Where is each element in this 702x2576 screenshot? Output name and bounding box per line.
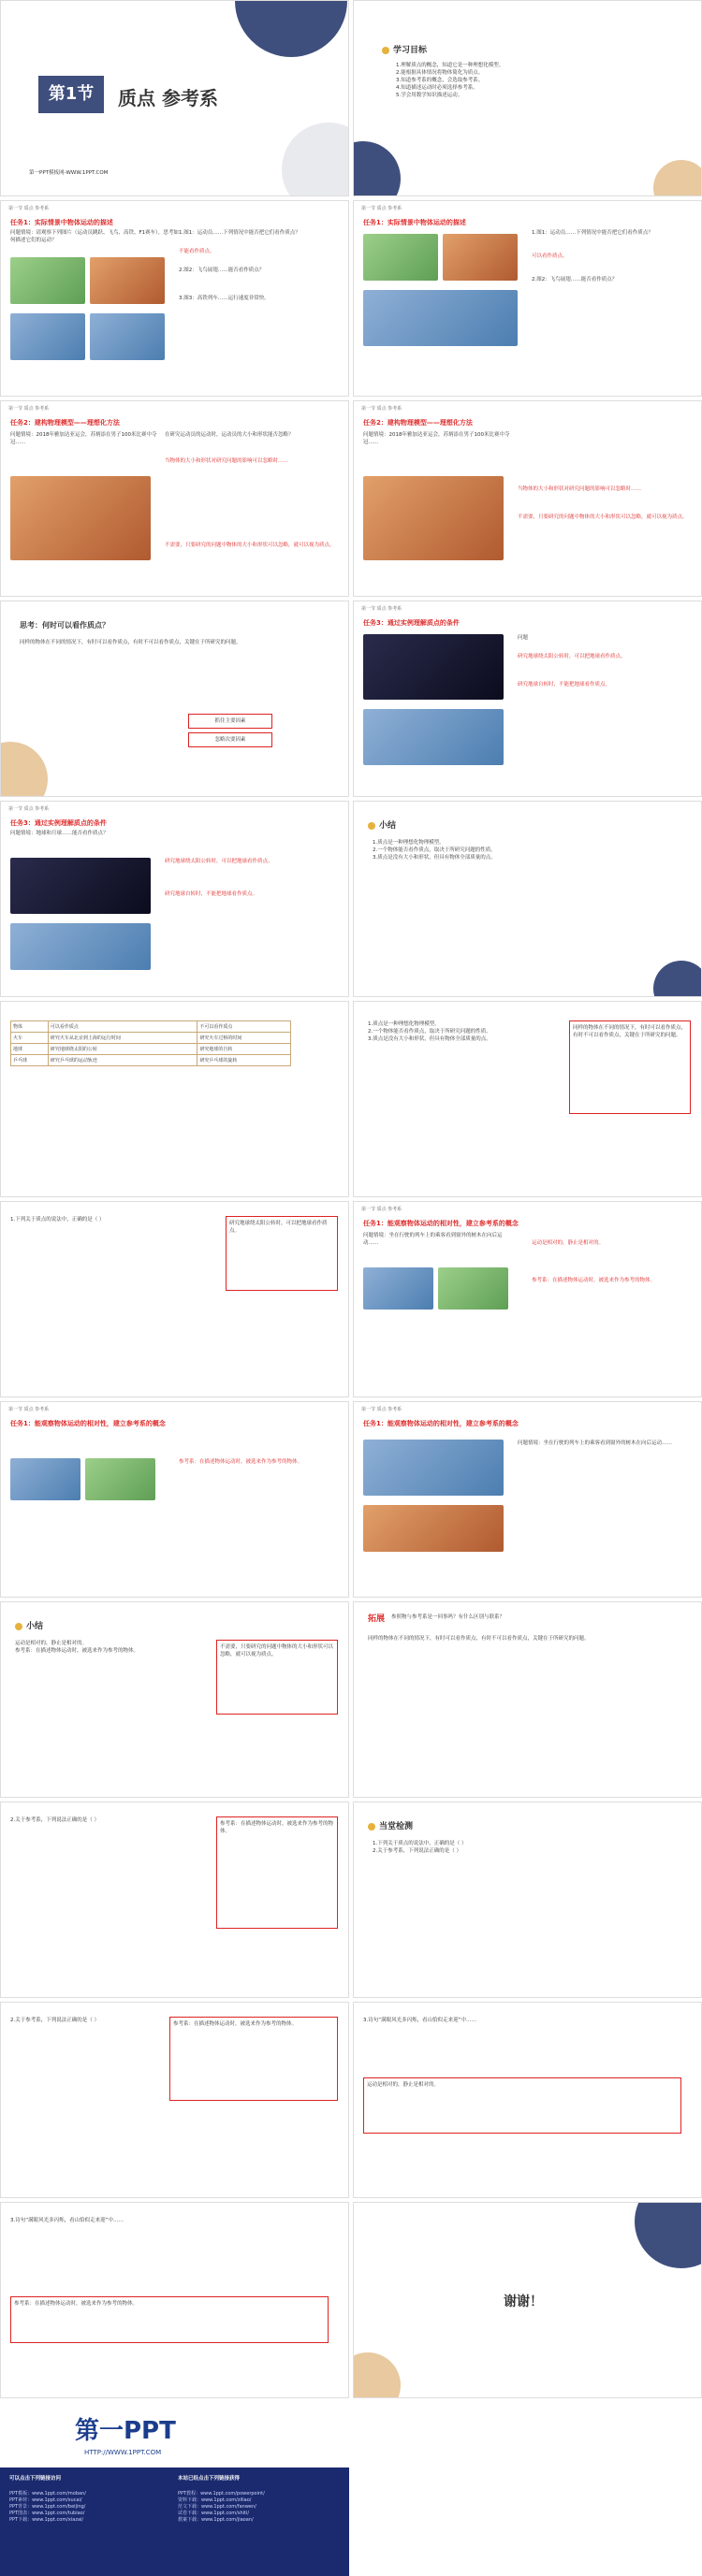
summary-item: 2.一个物体能否看作质点，取决于所研究问题的性质。 [368, 1029, 491, 1035]
table-cell: 研究火车从北京到上海的运行时间 [48, 1033, 197, 1044]
slide-header: 第一节 质点 参考系 [8, 1407, 50, 1412]
eagle-image [90, 257, 165, 304]
expand-slide[interactable] [353, 1601, 702, 1798]
thanks-text: 谢谢！ [504, 2294, 543, 2309]
train-image [363, 709, 504, 765]
summary-item: 1.质点是一种理想化物理模型。 [373, 840, 445, 846]
summary-item: 1.质点是一种理想化物理模型。 [368, 1021, 440, 1027]
task-heading: 任务3：通过实例理解质点的条件 [10, 819, 107, 827]
explain-box: 参考系：在描述物体运动时，被选来作为参考的物体。 [169, 2017, 338, 2101]
decor-circle [353, 2352, 401, 2398]
table-header: 可以看作质点 [48, 1021, 197, 1033]
summary-list [368, 1020, 555, 1043]
note-box: 不需要，只要研究的问题中物体的大小和形状可以忽略，就可以视为质点。 [216, 1640, 338, 1715]
goal-item: 3.知道参考系的概念，会选取参考系。 [396, 78, 484, 83]
problem-label: 问题 [518, 635, 529, 641]
goals-list [396, 62, 658, 99]
check-item: 3.诗句“满眼风光多闪烁，看山恰似走来迎”中…… [363, 2018, 476, 2023]
task-heading: 任务1：实际情景中物体运动的描述 [10, 219, 113, 226]
check-item: 1.下列关于质点的说法中，正确的是（ ） [373, 1841, 467, 1846]
slide-header: 第一节 质点 参考系 [8, 406, 50, 412]
ref2-slide[interactable] [0, 1401, 349, 1598]
racecar-image [90, 313, 165, 360]
think-title: 思考：何时可以看作质点？ [20, 621, 110, 630]
table-cell: 研究乒乓球的旋转 [197, 1055, 291, 1066]
check4-slide[interactable] [0, 2202, 349, 2398]
solar-image [10, 858, 151, 914]
promo-link[interactable]: PPT模板：www.1ppt.com/moban/ [9, 2491, 86, 2496]
task-red: 不需要，只要研究的问题中物体的大小和形状可以忽略，就可以视为质点。 [165, 543, 335, 548]
task-heading: 任务1：实际情景中物体运动的描述 [363, 219, 466, 226]
example-text: 2.关于参考系，下列说法正确的是（ ） [10, 1817, 99, 1823]
section-badge: 第1节 [38, 76, 104, 113]
task-red: 研究地球绕太阳公转时，可以把地球看作质点。 [518, 654, 626, 659]
solar-image [363, 634, 504, 700]
runner-image [10, 476, 151, 560]
train-image [10, 923, 151, 970]
task-answer: 不能看作质点。 [179, 249, 215, 254]
table-cell: 地球 [11, 1044, 49, 1055]
task2b-slide[interactable] [353, 400, 702, 597]
think-body: 同样的物体在不同的情况下，有时可以看作质点，有时不可以看作质点，关键在于所研究的问题。 [20, 640, 241, 645]
explain-box: 运动是相对的，静止是相对的。 [363, 2077, 681, 2134]
check-item: 2.关于参考系，下列说法正确的是（ ） [10, 2018, 99, 2023]
summary-list [15, 1640, 202, 1655]
plane-image [363, 1267, 433, 1310]
task-red: 研究地球绕太阳公转时，可以把地球看作质点。 [165, 859, 273, 864]
summary-list [373, 839, 681, 861]
expand-title: 拓展 [368, 1614, 386, 1624]
task-q1: 1.图1：运动员……下列情况中能否把它们看作质点？ [532, 230, 653, 236]
promo-logo: 第一PPT [75, 2417, 176, 2445]
example2-slide[interactable] [0, 1802, 349, 1998]
task1-slide[interactable] [0, 200, 349, 397]
promo-link[interactable]: PPT背景：www.1ppt.com/beijing/ [9, 2504, 86, 2510]
summary3-slide[interactable] [0, 1601, 349, 1798]
athlete-image [10, 257, 85, 304]
cover-slide[interactable] [0, 0, 349, 196]
slide-header: 第一节 质点 参考系 [361, 206, 402, 211]
promo-link[interactable]: 范文下载：www.1ppt.com/fanwen/ [178, 2504, 256, 2510]
goals-slide[interactable] [353, 0, 702, 196]
promo-link[interactable]: 试卷下载：www.1ppt.com/shiti/ [178, 2511, 250, 2516]
table-cell: 乒乓球 [11, 1055, 49, 1066]
explain-box: 参考系：在描述物体运动时，被选来作为参考的物体。 [216, 1816, 338, 1929]
task3b-slide[interactable] [0, 801, 349, 997]
table-row [11, 1055, 291, 1066]
task-heading: 任务2：建构物理模型——理想化方法 [363, 419, 473, 427]
summary-title: 小结 [368, 818, 396, 831]
slide-header: 第一节 质点 参考系 [8, 206, 50, 211]
promo-links-right [178, 2491, 337, 2524]
task-red: 当物体的大小和形状对研究问题的影响可以忽略时…… [165, 458, 289, 464]
task-question: 问题情境：2018年雅加达亚运会，苏炳添在男子100米比赛中夺冠…… [363, 432, 510, 445]
landscape-image [85, 1458, 155, 1500]
task-heading: 任务1：能观察物体运动的相对性，建立参考系的概念 [363, 1420, 519, 1427]
ref3-slide[interactable] [353, 1401, 702, 1598]
diagram-image [363, 1505, 504, 1552]
goal-item: 5.学会用数学知识描述运动。 [396, 93, 463, 98]
cover-title: 质点 参考系 [118, 87, 218, 109]
promo-links-left [9, 2491, 168, 2524]
note-box: 同样的物体在不同的情况下，有时可以看作质点，有时不可以看作质点，关键在于所研究的问题。 [569, 1020, 691, 1114]
table-cell: 研究地球的自转 [197, 1044, 291, 1055]
slide-header: 第一节 质点 参考系 [361, 606, 402, 612]
promo-right-title: 本站已经点击下列链接获得 [178, 2476, 241, 2482]
goals-title: 学习目标 [382, 43, 427, 55]
athlete-image [363, 234, 438, 281]
task-question: 问题情境：请观察下列图片（运动员跳跃、飞鸟、高铁、F1赛车），思考如何描述它们的运动？ [10, 230, 179, 243]
goal-item: 1.理解质点的概念，知道它是一种理想化模型。 [396, 63, 505, 68]
slide-header: 第一节 质点 参考系 [361, 1207, 402, 1212]
bullet-icon [15, 1623, 22, 1630]
task3-slide[interactable] [353, 601, 702, 797]
task-heading: 任务1：能观察物体运动的相对性，建立参考系的概念 [363, 1220, 519, 1227]
slide-header: 第一节 质点 参考系 [361, 1407, 402, 1412]
train-image [363, 290, 518, 346]
comparison-table [10, 1020, 291, 1066]
task-q2: 2.图2：飞鸟展翅……能否看作质点？ [532, 277, 618, 282]
task-answer: 可以看作质点。 [532, 253, 568, 259]
think-slide[interactable] [0, 601, 349, 797]
decor-circle [235, 0, 347, 57]
slide-header: 第一节 质点 参考系 [361, 406, 402, 412]
task-question: 问题情境：2018年雅加达亚运会，苏炳添在男子100米比赛中夺冠…… [10, 432, 157, 445]
thanks-slide[interactable] [353, 2202, 702, 2398]
expand-question: 参照物与参考系是一回事吗？有什么区别与联系？ [391, 1614, 505, 1620]
task-note: 在研究运动员的运动时，运动员的大小和形状能否忽略？ [165, 432, 294, 438]
table-cell: 研究地球绕太阳的公转 [48, 1044, 197, 1055]
check-item: 2.关于参考系，下列说法正确的是（ ） [373, 1848, 461, 1854]
decor-circle [635, 2202, 702, 2268]
goal-item: 2.能根据具体情况将物体简化为质点。 [396, 70, 484, 76]
table-cell: 研究火车过桥的时间 [197, 1033, 291, 1044]
task-red: 参考系：在描述物体运动时，被选来作为参考的物体。 [532, 1278, 656, 1283]
promo-url[interactable]: HTTP://WWW.1PPT.COM [84, 2449, 162, 2456]
task-red: 研究地球自转时，不能把地球看作质点。 [165, 891, 258, 897]
explain-box: 参考系：在描述物体运动时，被选来作为参考的物体。 [10, 2296, 329, 2343]
task-red: 参考系：在描述物体运动时，被选来作为参考的物体。 [179, 1459, 303, 1465]
task-question: 问题情境：坐在行驶的列车上的乘客看到窗外的树木在向后运动…… [363, 1233, 503, 1246]
expand-body: 同样的物体在不同的情况下，有时可以看作质点，有时不可以看作质点，关键在于所研究的问题。 [368, 1636, 590, 1642]
promo-link[interactable]: 教案下载：www.1ppt.com/jiaoan/ [178, 2517, 254, 2523]
summary-item: 运动是相对的，静止是相对的。 [15, 1641, 88, 1646]
check3-slide[interactable] [353, 2002, 702, 2198]
task-q2: 2.图2：飞鸟展翅……能否看作质点？ [179, 268, 265, 273]
task-heading: 任务1：能观察物体运动的相对性，建立参考系的概念 [10, 1420, 166, 1427]
ref-slide[interactable] [353, 1201, 702, 1397]
train-image [10, 313, 85, 360]
promo-slide[interactable] [0, 2402, 349, 2576]
table-cell: 火车 [11, 1033, 49, 1044]
decor-circle [353, 141, 401, 196]
promo-left-title: 可以点击下列链接访问 [9, 2476, 62, 2482]
promo-link[interactable]: PPT素材：www.1ppt.com/sucai/ [9, 2497, 82, 2503]
decor-circle [653, 160, 702, 196]
decor-circle [653, 961, 702, 997]
landscape-image [438, 1267, 508, 1310]
task-red: 研究地球自转时，不能把地球看作质点。 [518, 682, 611, 687]
summary-item: 2.一个物体能否看作质点，取决于所研究问题的性质。 [373, 847, 496, 853]
bullet-icon [382, 47, 389, 54]
task-red: 不需要，只要研究的问题中物体的大小和形状可以忽略，就可以视为质点。 [518, 514, 688, 520]
bullet-icon [368, 822, 375, 830]
plane-image [363, 1440, 504, 1496]
task-question: 问题情境：坐在行驶的列车上的乘客看到窗外的树木在向后运动…… [518, 1440, 673, 1446]
table-slide[interactable] [0, 1001, 349, 1197]
summary2-slide[interactable] [353, 1001, 702, 1197]
table-cell: 研究乒乓球的运动轨迹 [48, 1055, 197, 1066]
check-title: 当堂检测 [368, 1819, 413, 1831]
key-box: 抓住主要因素 [188, 714, 272, 729]
decor-circle [282, 123, 349, 196]
promo-link[interactable]: PPT下载：www.1ppt.com/xiazai/ [9, 2517, 84, 2523]
check-list [373, 1840, 681, 1855]
task-question: 问题情境：地球和月球……能否看作质点？ [10, 831, 109, 836]
bullet-icon [368, 1823, 375, 1831]
eagle-image [443, 234, 518, 281]
task-red: 运动是相对的，静止是相对的。 [532, 1240, 605, 1246]
task2-slide[interactable] [0, 400, 349, 597]
runner-image [363, 476, 504, 560]
example-text: 1.下列关于质点的说法中，正确的是（ ） [10, 1217, 105, 1223]
goal-item: 4.知道描述运动时必须选择参考系。 [396, 85, 478, 91]
summary-slide[interactable] [353, 801, 702, 997]
plane-image [10, 1458, 80, 1500]
check2-slide[interactable] [0, 2002, 349, 2198]
task-red: 当物体的大小和形状对研究问题的影响可以忽略时…… [518, 486, 642, 492]
table-row [11, 1033, 291, 1044]
promo-banner [0, 2402, 349, 2467]
summary-item: 3.质点是没有大小和形状，但具有物体全部质量的点。 [368, 1036, 491, 1042]
promo-link[interactable]: PPT图表：www.1ppt.com/tubiao/ [9, 2511, 85, 2516]
key-box: 忽略次要因素 [188, 732, 272, 747]
task-q3: 3.图3：高铁列车……运行速度非常快。 [179, 296, 270, 301]
table-row [11, 1044, 291, 1055]
task-heading: 任务2：建构物理模型——理想化方法 [10, 419, 120, 427]
summary-item: 参考系：在描述物体运动时，被选来作为参考的物体。 [15, 1648, 139, 1654]
summary-item: 3.质点是没有大小和形状，但具有物体全部质量的点。 [373, 855, 496, 861]
table-header: 物体 [11, 1021, 49, 1033]
decor-circle [0, 742, 48, 797]
summary-title: 小结 [15, 1619, 43, 1631]
check-slide[interactable] [353, 1802, 702, 1998]
task-q1: 1.图1：运动员……下列情况中能否把它们看作质点？ [179, 230, 300, 236]
slide-header: 第一节 质点 参考系 [8, 806, 50, 812]
example-slide[interactable] [0, 1201, 349, 1397]
promo-link[interactable]: 资料下载：www.1ppt.com/ziliao/ [178, 2497, 252, 2503]
cover-footer: 第一PPT模板网-WWW.1PPT.COM [29, 170, 109, 176]
explain-box: 研究地球绕太阳公转时，可以把地球看作质点。 [226, 1216, 338, 1291]
promo-link[interactable]: PPT教程：www.1ppt.com/powerpoint/ [178, 2491, 265, 2496]
task1b-slide[interactable] [353, 200, 702, 397]
table-header: 不可以看作质点 [197, 1021, 291, 1033]
check-item: 3.诗句“满眼风光多闪烁，看山恰似走来迎”中…… [10, 2218, 124, 2223]
task-heading: 任务3：通过实例理解质点的条件 [363, 619, 460, 627]
